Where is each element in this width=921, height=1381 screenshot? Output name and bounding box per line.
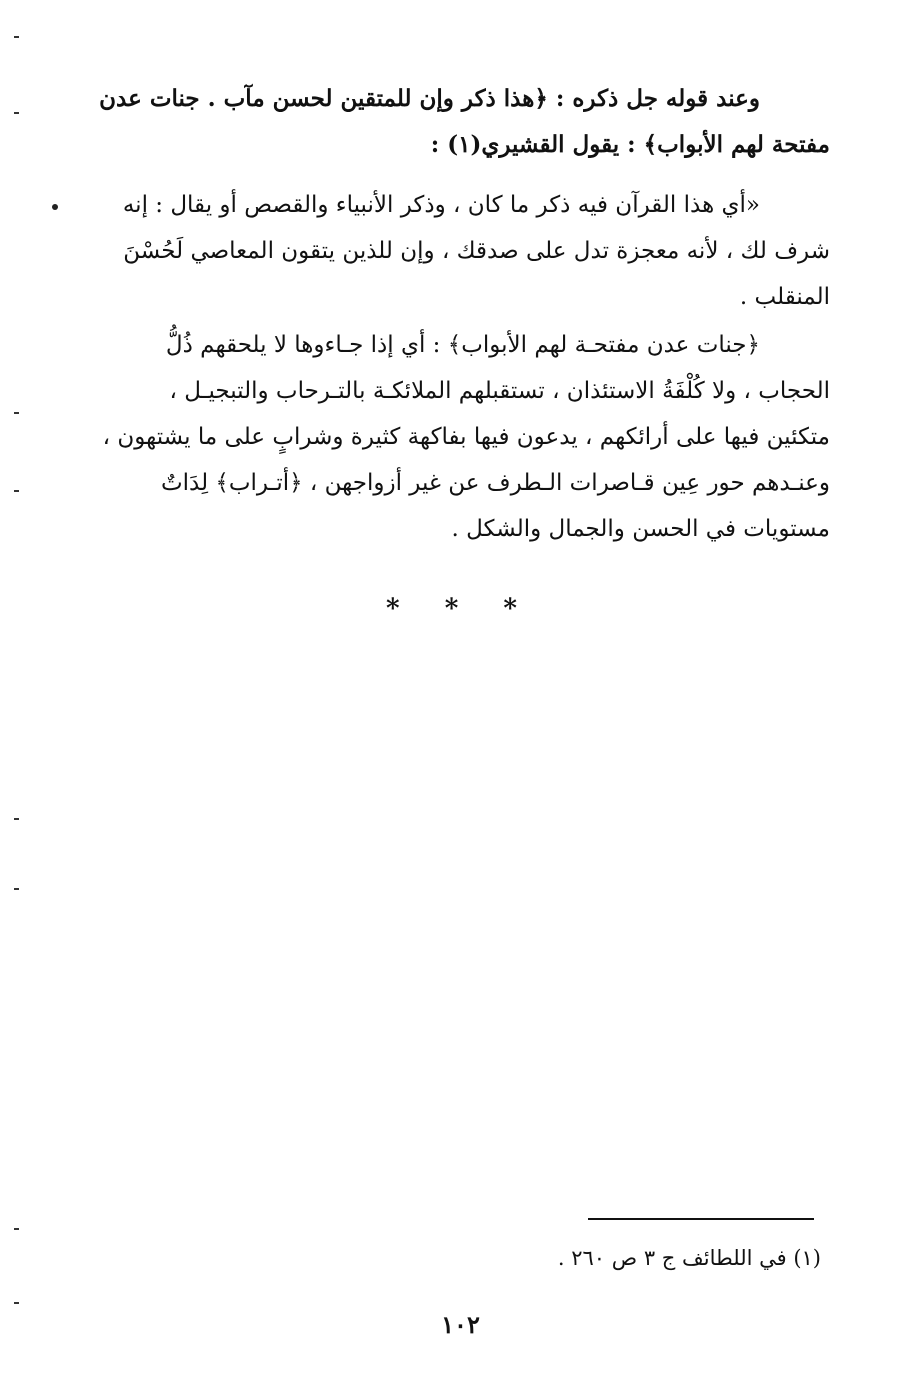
scan-mark bbox=[14, 412, 19, 414]
text-line: ﴿جنات عدن مفتحـة لهم الأبواب﴾ : أي إذا جـاءوها لا يلحقهم ذُلُّ bbox=[165, 332, 760, 358]
text-line: وعند قوله جل ذكره : ﴿هذا ذكر وإن للمتقين لحسن مآب . جنات عدن bbox=[99, 85, 760, 112]
page-number: ١٠٢ bbox=[441, 1310, 480, 1339]
text-line: شرف لك ، لأنه معجزة تدل على صدقك ، وإن للذين يتقون المعاصي لَحُسْنَ bbox=[123, 238, 830, 264]
text-line: المنقلب . bbox=[739, 284, 830, 310]
footnote-divider bbox=[588, 1218, 814, 1220]
text-line: مفتحة لهم الأبواب﴾ : يقول القشيري(١) : bbox=[430, 131, 830, 158]
paragraph-quote bbox=[62, 182, 830, 320]
paragraph-commentary bbox=[62, 322, 830, 552]
scan-mark bbox=[14, 112, 19, 114]
footnote: (١) في اللطائف ج ٣ ص ٢٦٠ . bbox=[557, 1246, 821, 1270]
scan-mark bbox=[14, 490, 19, 492]
scan-mark bbox=[14, 1302, 19, 1304]
text-line: الحجاب ، ولا كُلْفَةُ الاستئذان ، تستقبلهم الملائكـة بالتـرحاب والتبجيـل ، bbox=[169, 378, 830, 404]
section-separator: * * * bbox=[386, 594, 535, 624]
text-line: «أي هذا القرآن فيه ذكر ما كان ، وذكر الأنبياء والقصص أو يقال : إنه bbox=[122, 192, 760, 218]
scan-mark bbox=[14, 36, 19, 38]
scan-mark bbox=[14, 818, 19, 820]
scan-mark bbox=[14, 888, 19, 890]
text-line: متكئين فيها على أرائكهم ، يدعون فيها بفاكهة كثيرة وشرابٍ على ما يشتهون ، bbox=[102, 424, 830, 450]
text-line: مستويات في الحسن والجمال والشكل . bbox=[451, 516, 830, 542]
scan-mark bbox=[52, 204, 58, 210]
text-line: وعنـدهم حور عِين قـاصرات الـطرف عن غير أزواجهن ، ﴿أتـراب﴾ لِدَاتٌ bbox=[160, 470, 830, 496]
paragraph-intro bbox=[62, 76, 830, 168]
scan-mark bbox=[14, 1228, 19, 1230]
